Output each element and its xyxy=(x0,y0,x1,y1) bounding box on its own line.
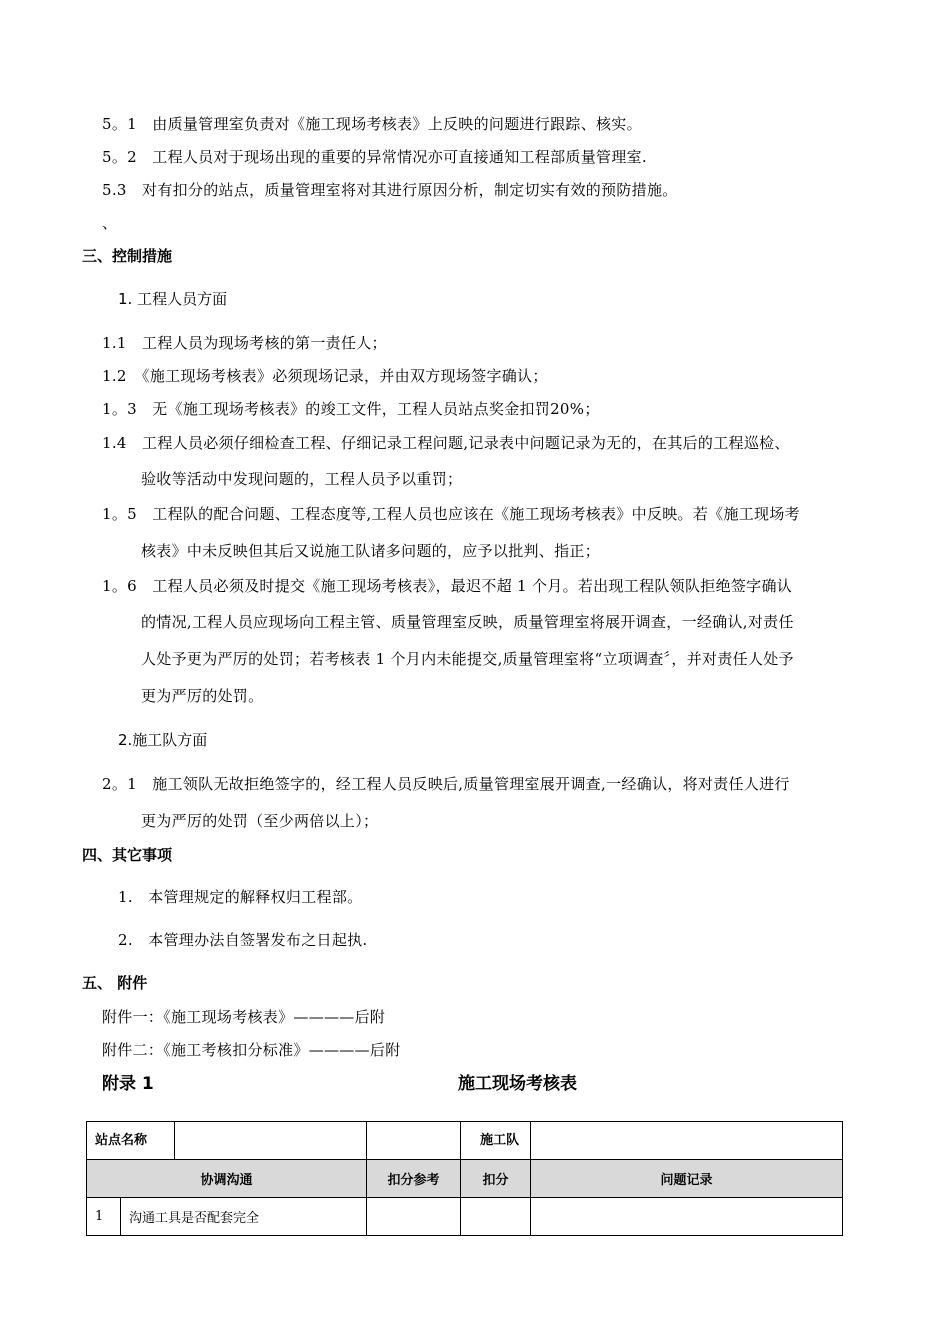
section-4-heading: 四、其它事项 xyxy=(82,846,173,864)
stray-mark: 、 xyxy=(102,214,118,232)
clause-5-1: 5。1 由质量管理室负责对《施工现场考核表》上反映的问题进行跟踪、核实。 xyxy=(102,115,642,133)
clause-1-5-line2: 核表》中未反映但其后又说施工队诸多问题的，应予以批判、指正； xyxy=(141,542,601,560)
team-label: 施工队 xyxy=(480,1133,520,1148)
attachment-1: 附件一：《施工现场考核表》————后附 xyxy=(102,1008,386,1026)
clause-1-4-line1: 1.4 工程人员必须仔细检查工程、仔细记录工程问题,记录表中问题记录为无的，在其后的工程巡检、 xyxy=(102,434,790,452)
site-name-label xyxy=(87,1122,367,1160)
clause-2-1-line2: 更为严厉的处罚（至少两倍以上）； xyxy=(141,812,379,830)
clause-1-6-line2: 的情况,工程人员应现场向工程主管、质量管理室反映，质量管理室将展开调查，一经确认,对责任 xyxy=(141,613,794,631)
clause-1-4-line2: 验收等活动中发现问题的，工程人员予以重罚； xyxy=(141,470,463,488)
row-deduction[interactable] xyxy=(461,1198,531,1236)
clause-1-2: 1.2 《施工现场考核表》必须现场记录，并由双方现场签字确认； xyxy=(102,367,548,385)
other-item-1: 1. 本管理规定的解释权归工程部。 xyxy=(118,888,363,906)
site-name-divider xyxy=(174,1122,175,1159)
section-3-heading: 三、控制措施 xyxy=(82,247,173,265)
col-header-deduction: 扣分 xyxy=(461,1160,531,1198)
clause-2-1-line1: 2。1 施工领队无故拒绝签字的，经工程人员反映后,质量管理室展开调查,一经确认，将对责任人进行 xyxy=(102,775,790,793)
subsection-1-heading: 1. 工程人员方面 xyxy=(118,290,228,308)
section-5-heading: 五、 附件 xyxy=(82,974,148,992)
clause-1-5-line1: 1。5 工程队的配合问题、工程态度等,工程人员也应该在《施工现场考核表》中反映。若《施工现场考 xyxy=(102,505,800,523)
table-row xyxy=(87,1160,843,1198)
appendix-label: 附录 1 xyxy=(102,1074,154,1094)
table-row xyxy=(87,1122,843,1160)
row-deduction-reference[interactable] xyxy=(367,1198,461,1236)
clause-5-2: 5。2 工程人员对于现场出现的重要的异常情况亦可直接通知工程部质量管理室. xyxy=(102,148,647,166)
site-name-label-text: 站点名称 xyxy=(95,1133,148,1148)
table-row xyxy=(87,1198,843,1236)
clause-5-3: 5.3 对有扣分的站点，质量管理室将对其进行原因分析，制定切实有效的预防措施。 xyxy=(102,181,678,199)
site-name-value[interactable] xyxy=(367,1122,531,1160)
clause-1-1: 1.1 工程人员为现场考核的第一责任人； xyxy=(102,334,387,352)
inspection-form-table xyxy=(86,1121,843,1236)
attachment-2: 附件二：《施工考核扣分标准》————后附 xyxy=(102,1041,401,1059)
col-header-deduction-reference: 扣分参考 xyxy=(367,1160,461,1198)
other-item-2: 2. 本管理办法自签署发布之日起执. xyxy=(118,931,368,949)
clause-1-6-line1: 1。6 工程人员必须及时提交《施工现场考核表》，最迟不超 1 个月。若出现工程队领队拒绝签字确认 xyxy=(102,577,793,595)
clause-1-3: 1。3 无《施工现场考核表》的竣工文件，工程人员站点奖金扣罚20%； xyxy=(102,400,600,418)
clause-1-6-line4: 更为严厉的处罚。 xyxy=(141,687,264,705)
row-issue-record[interactable] xyxy=(531,1198,843,1236)
subsection-2-heading: 2.施工队方面 xyxy=(118,731,208,749)
team-divider-left xyxy=(460,1122,461,1159)
col-header-issue-record: 问题记录 xyxy=(531,1160,843,1198)
form-title: 施工现场考核表 xyxy=(458,1074,577,1094)
clause-1-6-line3: 人处予更为严厉的处罚；若考核表 1 个月内未能提交,质量管理室将“立项调查〞，并对责任人处予 xyxy=(141,650,794,668)
row-number: 1 xyxy=(87,1198,121,1236)
col-header-coordination: 协调沟通 xyxy=(87,1160,367,1198)
row-item: 沟通工具是否配套完全 xyxy=(121,1198,367,1236)
team-value[interactable] xyxy=(531,1122,843,1160)
